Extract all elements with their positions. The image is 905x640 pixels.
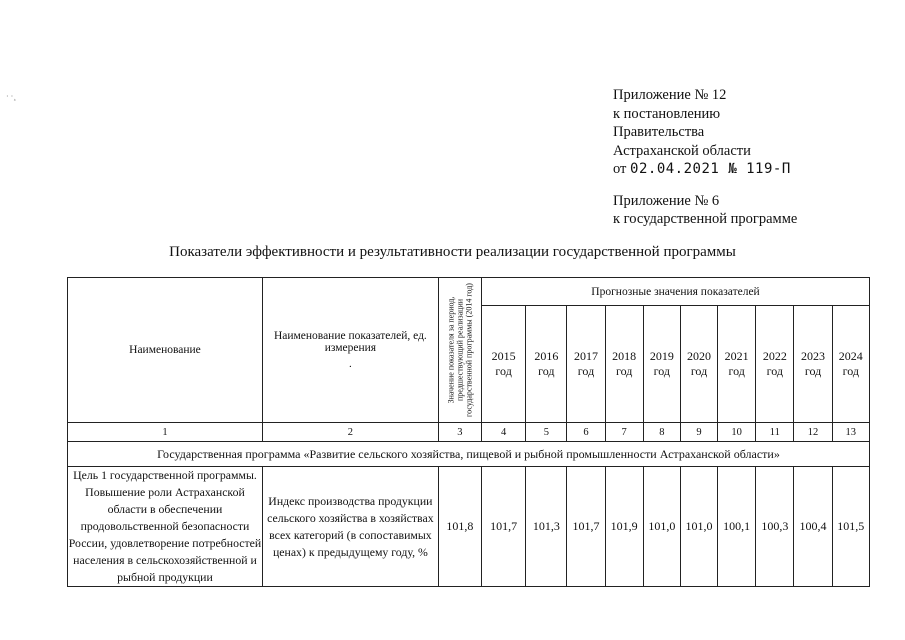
appendix-ref-line: Астраханской области	[613, 142, 751, 159]
col-header-indicator-mark: .	[349, 358, 352, 370]
indicator-name-cell: Индекс производства продукции сельского хозяйства в хозяйствах всех категорий (в сопоставимых ценах) к предыдущему году, %	[262, 467, 438, 587]
decree-date-number: 02.04.2021 № 119-П	[630, 161, 791, 177]
base-value-cell: 101,8	[438, 467, 481, 587]
year-label: год	[653, 364, 671, 378]
year-label: год	[728, 364, 745, 378]
column-number: 13	[832, 423, 869, 442]
column-number: 1	[68, 423, 263, 442]
column-number: 9	[680, 423, 717, 442]
column-number: 8	[643, 423, 680, 442]
year-label: год	[804, 364, 822, 378]
forecast-value-2015: 101,7	[482, 467, 526, 587]
year-label: год	[495, 364, 512, 378]
col-header-forecast: Прогнозные значения показателей	[482, 278, 870, 306]
column-number: 10	[718, 423, 756, 442]
forecast-value-2017: 101,7	[567, 467, 605, 587]
year-value: 2024	[838, 349, 863, 363]
program-appendix-ref: к государственной программе	[613, 211, 798, 227]
date-prefix: от	[613, 161, 627, 177]
scan-artifact: · ·¸	[6, 92, 16, 101]
col-header-indicator-text: Наименование показателей, ед. измерения	[273, 330, 427, 354]
year-header-2019	[643, 306, 680, 423]
forecast-value-2022: 100,3	[756, 467, 794, 587]
year-value: 2019	[649, 349, 674, 363]
year-value: 2016	[534, 349, 559, 363]
column-number: 7	[605, 423, 643, 442]
program-appendix-number: Приложение № 6	[613, 192, 720, 209]
forecast-value-2023: 100,4	[794, 467, 832, 587]
appendix-number: Приложение № 12	[613, 87, 727, 103]
indicators-table	[67, 277, 870, 587]
appendix-ref-line: к постановлению	[613, 105, 721, 122]
year-label: год	[577, 364, 595, 378]
year-header-2016	[526, 306, 567, 423]
year-header-2021	[718, 306, 756, 423]
year-value: 2015	[491, 349, 516, 363]
forecast-value-2024: 101,5	[832, 467, 869, 587]
year-header-2018	[605, 306, 643, 423]
column-number: 2	[262, 423, 438, 442]
column-number: 3	[438, 423, 481, 442]
col-header-name: Наименование	[68, 278, 263, 423]
year-label: год	[690, 364, 708, 378]
year-value: 2023	[801, 349, 826, 363]
year-value: 2017	[573, 349, 598, 363]
column-number: 11	[756, 423, 794, 442]
goal-name-cell: Цель 1 государственной программы. Повышение роли Астраханской области в обеспечении продовольственной безопасности России, удовлетворение потребностей населения в сельскохозяйственной и рыбной продукции	[68, 467, 263, 587]
appendix-date-line	[613, 160, 797, 179]
year-value: 2022	[762, 349, 787, 363]
col-header-indicator	[262, 278, 438, 423]
year-value: 2021	[724, 349, 749, 363]
year-header-2020	[680, 306, 717, 423]
forecast-value-2020: 101,0	[680, 467, 717, 587]
forecast-value-2019: 101,0	[643, 467, 680, 587]
document-title: Показатели эффективности и результативности реализации государственной программы	[169, 244, 736, 260]
forecast-value-2016: 101,3	[526, 467, 567, 587]
forecast-value-2018: 101,9	[605, 467, 643, 587]
col-header-base-value-text: Значение показателя за период, предшествующий реализации государственной программы (2014 год)	[446, 283, 474, 417]
year-value: 2018	[612, 349, 637, 363]
year-label: год	[538, 364, 555, 378]
year-header-2022	[756, 306, 794, 423]
year-header-2023	[794, 306, 832, 423]
year-header-2024	[832, 306, 869, 423]
year-header-2017	[567, 306, 605, 423]
column-number: 5	[526, 423, 567, 442]
year-label: год	[842, 364, 859, 378]
year-label: год	[615, 364, 633, 378]
col-header-base-value	[438, 278, 481, 423]
forecast-value-2021: 100,1	[718, 467, 756, 587]
year-value: 2020	[687, 349, 711, 363]
section-title: Государственная программа «Развитие сельского хозяйства, пищевой и рыбной промышленности Астраханской области»	[68, 442, 870, 467]
appendix-ref-line: Правительства	[613, 124, 705, 140]
column-number: 6	[567, 423, 605, 442]
column-number: 12	[794, 423, 832, 442]
column-number: 4	[482, 423, 526, 442]
year-header-2015	[482, 306, 526, 423]
appendix-header	[613, 86, 797, 229]
year-label: год	[766, 364, 784, 378]
